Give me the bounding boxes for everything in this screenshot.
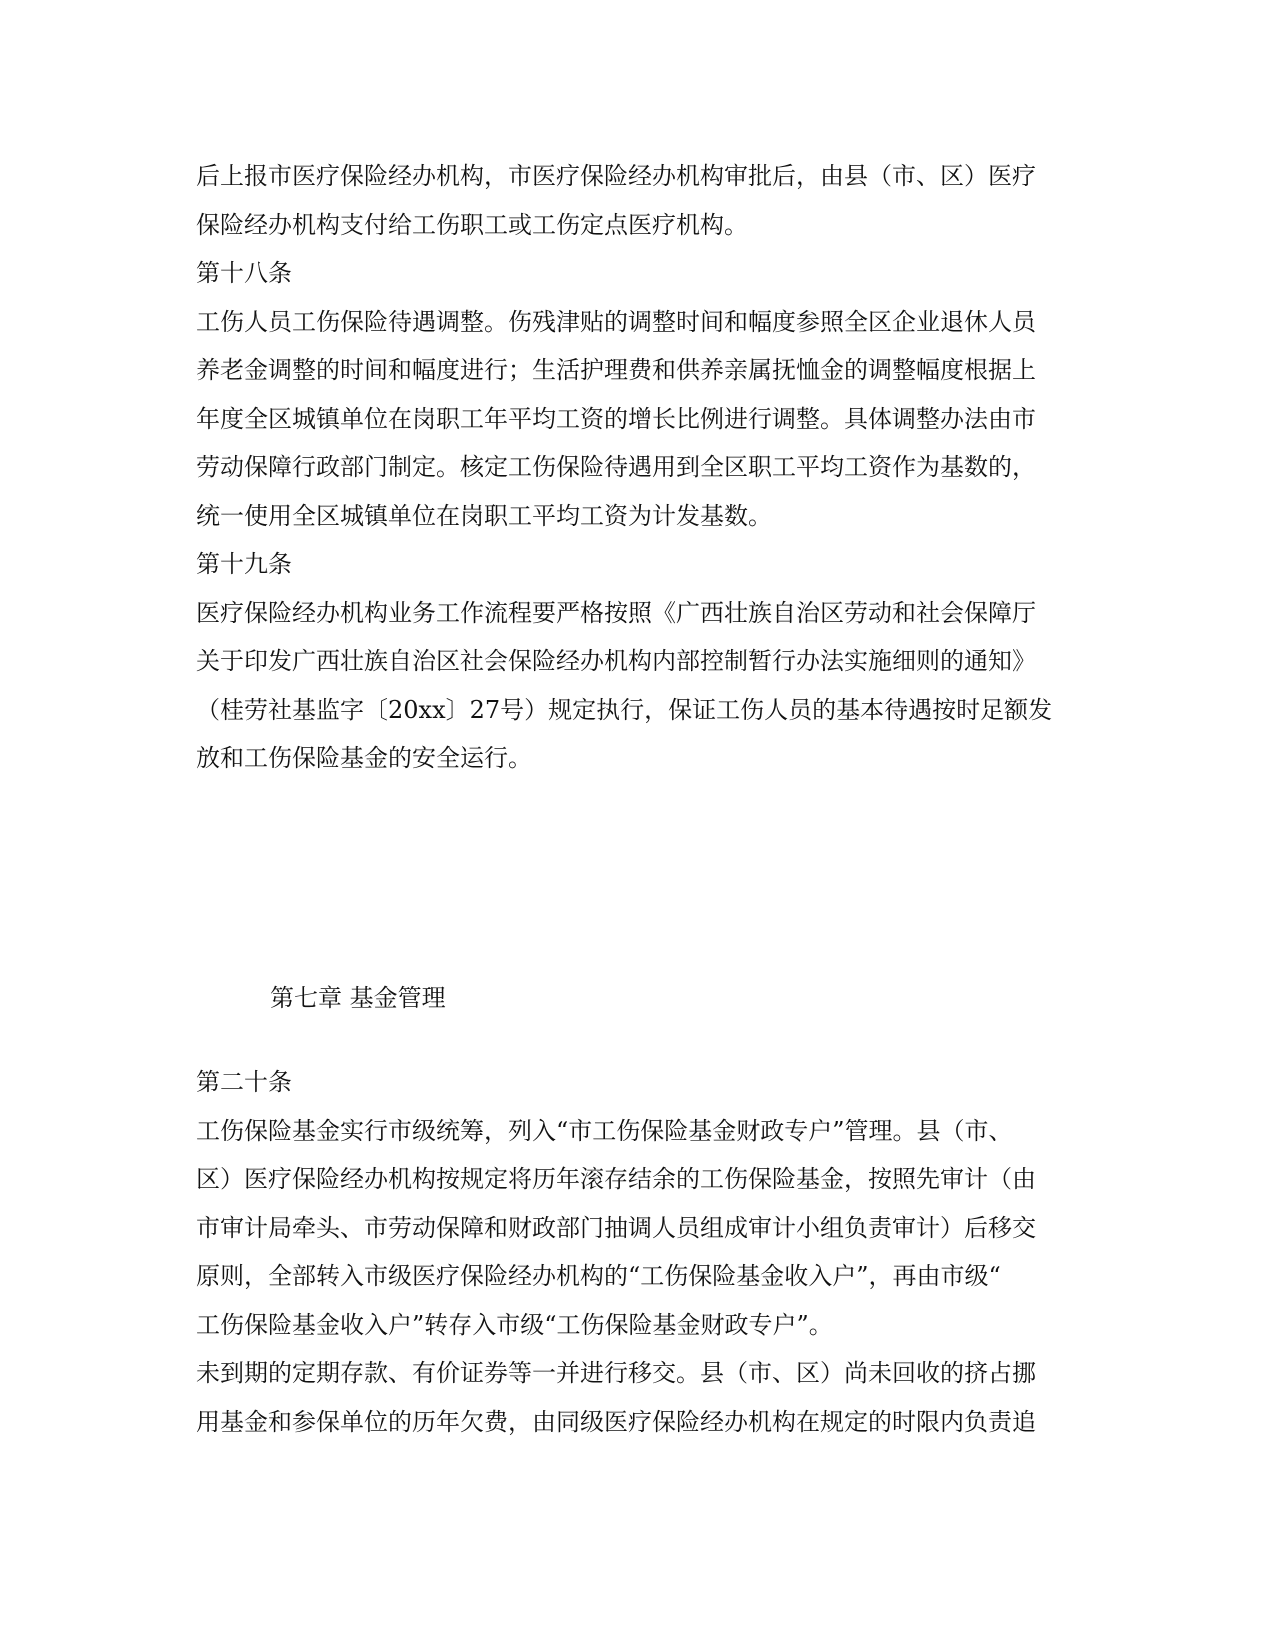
text-line: 后上报市医疗保险经办机构，市医疗保险经办机构审批后，由县（市、区）医疗 (196, 162, 1036, 190)
text-line: 原则，全部转入市级医疗保险经办机构的“工伤保险基金收入户”，再由市级“ (196, 1262, 1001, 1290)
text-section-2 (196, 1058, 1076, 1446)
text-line: 工伤保险基金实行市级统筹，列入“市工伤保险基金财政专户”管理。县（市、 (196, 1116, 1013, 1145)
article-heading: 第十九条 (196, 550, 292, 578)
text-line: 工伤人员工伤保险待遇调整。伤残津贴的调整时间和幅度参照全区企业退休人员 (196, 307, 1036, 336)
text-line: 区）医疗保险经办机构按规定将历年滚存结余的工伤保险基金，按照先审计（由 (196, 1165, 1036, 1193)
text-line: 工伤保险基金收入户”转存入市级“工伤保险基金财政专户”。 (196, 1310, 833, 1339)
text-line: 放和工伤保险基金的安全运行。 (196, 744, 532, 772)
text-line: 统一使用全区城镇单位在岗职工平均工资为计发基数。 (196, 501, 772, 530)
text-line: 市审计局牵头、市劳动保障和财政部门抽调人员组成审计小组负责审计）后移交 (196, 1213, 1036, 1242)
text-line: 劳动保障行政部门制定。核定工伤保险待遇用到全区职工平均工资作为基数的， (196, 453, 1036, 481)
article-heading: 第二十条 (196, 1068, 292, 1096)
chapter-heading: 第七章 基金管理 (270, 984, 446, 1012)
text-section-1 (196, 152, 1076, 783)
text-line: 关于印发广西壮族自治区社会保险经办机构内部控制暂行办法实施细则的通知》 (196, 647, 1036, 675)
text-line: （桂劳社基监字〔20xx〕27号）规定执行，保证工伤人员的基本待遇按时足额发 (196, 695, 1053, 724)
text-line: 年度全区城镇单位在岗职工年平均工资的增长比例进行调整。具体调整办法由市 (196, 404, 1036, 433)
text-line: 用基金和参保单位的历年欠费，由同级医疗保险经办机构在规定的时限内负责追 (196, 1407, 1036, 1436)
text-line: 医疗保险经办机构业务工作流程要严格按照《广西壮族自治区劳动和社会保障厅 (196, 598, 1036, 627)
text-line: 保险经办机构支付给工伤职工或工伤定点医疗机构。 (196, 210, 748, 239)
article-heading: 第十八条 (196, 259, 292, 287)
text-line: 养老金调整的时间和幅度进行；生活护理费和供养亲属抚恤金的调整幅度根据上 (196, 356, 1036, 384)
text-line: 未到期的定期存款、有价证券等一并进行移交。县（市、区）尚未回收的挤占挪 (196, 1359, 1036, 1387)
